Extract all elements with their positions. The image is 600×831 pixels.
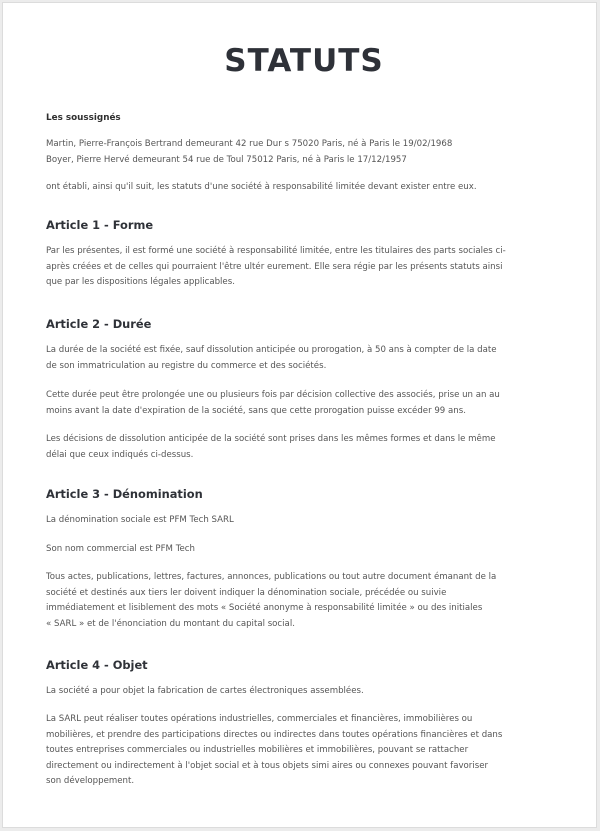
article-2-paragraph: Cette durée peut être prolongée une ou plusieurs fois par décision collective des associés, prise un an au moins avant la date d'expiration de la société, sans que cette prorogation puisse excéder 99 ans. — [46, 390, 500, 416]
article-2-paragraph: La durée de la société est fixée, sauf dissolution anticipée ou prorogation, à 50 ans à compter de la date de son immatriculation au registre du commerce et des sociétés. — [46, 345, 497, 371]
document-page — [2, 2, 597, 828]
article-1-heading: Article 1 - Forme — [46, 218, 154, 232]
article-4-paragraph: La société a pour objet la fabrication de cartes électroniques assemblées. — [46, 686, 364, 696]
article-4-heading: Article 4 - Objet — [46, 658, 148, 672]
article-2-heading: Article 2 - Durée — [46, 317, 152, 331]
page-title: STATUTS — [224, 43, 384, 79]
parties-block — [46, 137, 562, 168]
article-4-paragraph: La SARL peut réaliser toutes opérations industrielles, commerciales et financières, immobilières ou mobilières, et prendre des participations directes ou indirectes dans toutes opérations financières et dans toutes entreprises commerciales ou industrielles mobilières et immobilières, pouvant se rattacher directement ou indirectement à l'objet social et à tous objets simi aires ou connexes pouvant favoriser son développement. — [46, 714, 503, 787]
article-1-paragraph: Par les présentes, il est formé une société à responsabilité limitée, entre les titulaires des parts sociales ci- après créées et de celles qui pourraient l'être ultér eurement. Elle sera régie par les présents statuts ainsi que par les dispositions légales applicables. — [46, 246, 506, 288]
party-line: Martin, Pierre-François Bertrand demeurant 42 rue Dur s 75020 Paris, né à Paris le 19/02/1968 — [46, 139, 453, 149]
party-line: Boyer, Pierre Hervé demeurant 54 rue de Toul 75012 Paris, né à Paris le 17/12/1957 — [46, 154, 407, 165]
article-3-paragraph: Tous actes, publications, lettres, factures, annonces, publications ou tout autre document émanant de la société et destinés aux tiers ler doivent indiquer la dénomination sociale, précédée ou suivie immédiatement et lisiblement des mots « Société anonyme à responsabilité limitée » ou des initiales « SARL » et de l'énonciation du montant du capital social. — [46, 572, 497, 629]
article-2-paragraph: Les décisions de dissolution anticipée de la société sont prises dans les mêmes formes et dans le même délai que ceux indiqués ci-dessus. — [46, 434, 496, 460]
article-3-heading: Article 3 - Dénomination — [46, 487, 203, 501]
article-3-paragraph: Son nom commercial est PFM Tech — [46, 544, 195, 554]
soussignes-label: Les soussignés — [46, 113, 121, 123]
article-3-paragraph: La dénomination sociale est PFM Tech SARL — [46, 515, 234, 525]
intro-paragraph: ont établi, ainsi qu'il suit, les statuts d'une société à responsabilité limitée devant exister entre eux. — [46, 182, 477, 192]
